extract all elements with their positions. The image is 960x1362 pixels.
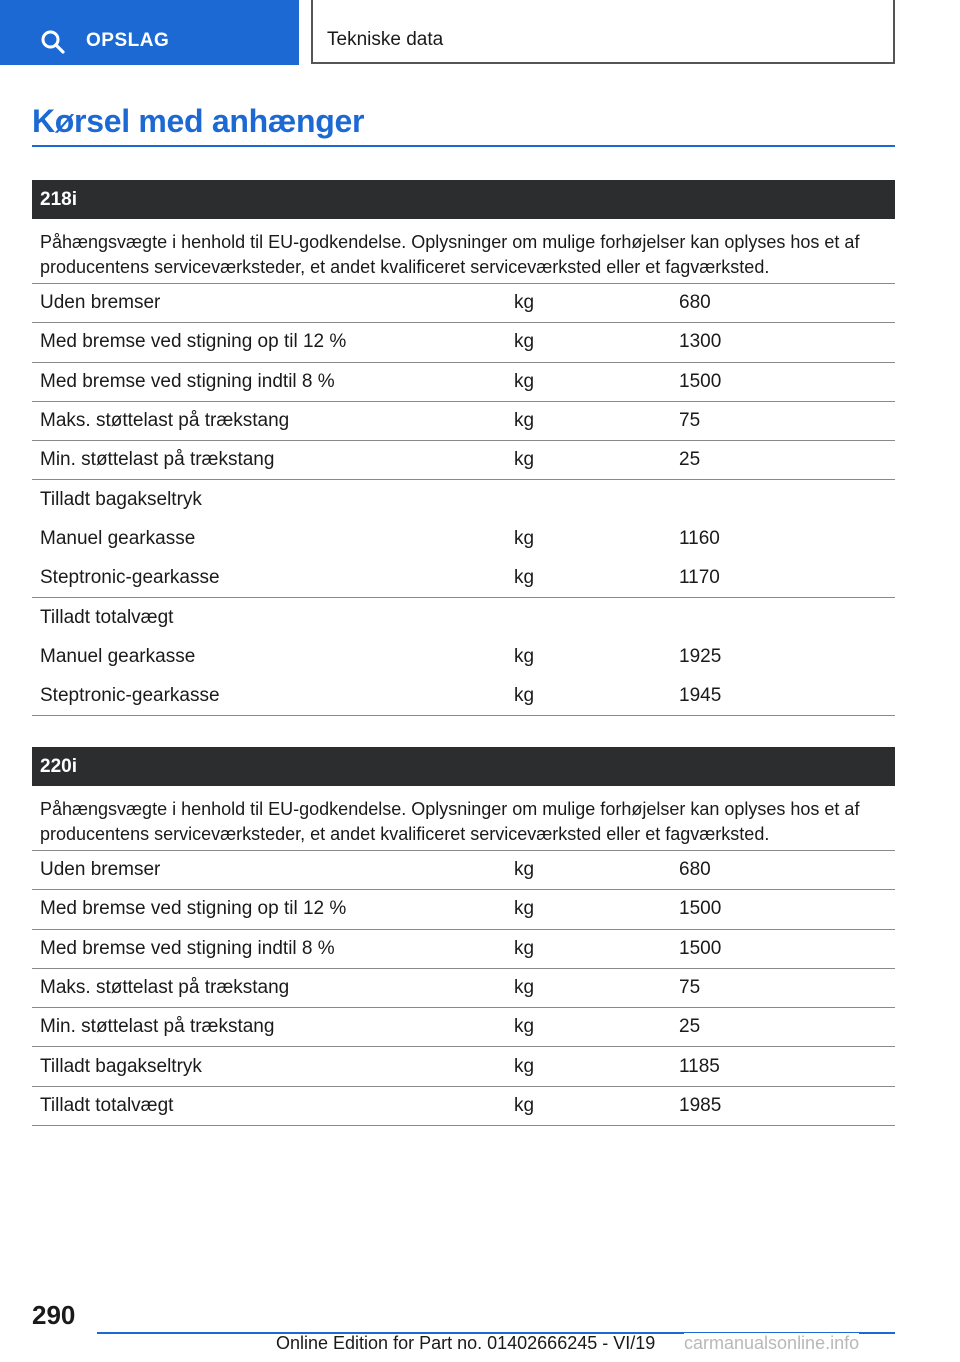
row-value: 680 bbox=[679, 859, 711, 881]
table-row bbox=[32, 890, 895, 929]
row-value: 1925 bbox=[679, 646, 722, 668]
row-value: 1160 bbox=[679, 528, 720, 550]
row-value: 1500 bbox=[679, 937, 722, 959]
row-unit: kg bbox=[514, 331, 535, 353]
row-unit: kg bbox=[514, 567, 535, 589]
row-label: Min. støttelast på trækstang bbox=[40, 449, 275, 471]
watermark: carmanualsonline.info bbox=[684, 1333, 860, 1353]
search-label: OPSLAG bbox=[86, 30, 170, 51]
table-row bbox=[32, 284, 895, 323]
section-description: Påhængsvægte i henhold til EU-godkendelse. Oplysninger om mulige forhøjelser kan oplyses hos et af producentens serviceværksteder, et andet kvalificeret serviceværksted eller et fagværksted. bbox=[32, 219, 895, 284]
table-row bbox=[32, 1008, 895, 1047]
table-row bbox=[32, 559, 895, 598]
row-value: 1185 bbox=[679, 1055, 720, 1077]
row-unit: kg bbox=[514, 977, 535, 999]
row-label: Steptronic-gearkasse bbox=[40, 685, 220, 707]
row-label: Med bremse ved stigning op til 12 % bbox=[40, 331, 347, 353]
breadcrumb-label: Tekniske data bbox=[327, 29, 444, 50]
row-value: 1945 bbox=[679, 685, 722, 707]
row-unit: kg bbox=[514, 410, 535, 432]
row-value: 75 bbox=[679, 410, 701, 432]
row-value: 1300 bbox=[679, 331, 722, 353]
row-label: Med bremse ved stigning op til 12 % bbox=[40, 898, 347, 920]
table-row bbox=[32, 323, 895, 362]
spec-section-220i bbox=[32, 747, 895, 1126]
row-unit: kg bbox=[514, 292, 535, 314]
row-label: Manuel gearkasse bbox=[40, 528, 196, 550]
section-heading: 220i bbox=[32, 747, 895, 786]
breadcrumb[interactable] bbox=[311, 0, 895, 64]
page-number: 290 bbox=[32, 1300, 76, 1330]
row-label: Min. støttelast på trækstang bbox=[40, 1016, 275, 1038]
section-heading: 218i bbox=[32, 180, 895, 219]
table-row bbox=[32, 851, 895, 890]
row-label: Tilladt totalvægt bbox=[40, 1094, 174, 1116]
page-title: Kørsel med anhænger bbox=[32, 103, 365, 139]
row-value: 25 bbox=[679, 449, 701, 471]
row-value: 1985 bbox=[679, 1094, 722, 1116]
spec-section-218i bbox=[32, 180, 895, 716]
row-value: 75 bbox=[679, 977, 701, 999]
row-value: 25 bbox=[679, 1016, 701, 1038]
row-label: Tilladt totalvægt bbox=[40, 607, 174, 629]
section-description: Påhængsvægte i henhold til EU-godkendelse. Oplysninger om mulige forhøjelser kan oplyses hos et af producentens serviceværksteder, et andet kvalificeret serviceværksted eller et fagværksted. bbox=[32, 786, 895, 851]
table-row-group-heading bbox=[32, 480, 895, 519]
row-unit: kg bbox=[514, 528, 535, 550]
row-unit: kg bbox=[514, 685, 535, 707]
row-label: Med bremse ved stigning indtil 8 % bbox=[40, 937, 335, 959]
row-label: Tilladt bagakseltryk bbox=[40, 1055, 202, 1077]
row-label: Tilladt bagakseltryk bbox=[40, 489, 202, 511]
row-unit: kg bbox=[514, 449, 535, 471]
row-label: Uden bremser bbox=[40, 292, 161, 314]
table-row bbox=[32, 520, 895, 559]
row-unit: kg bbox=[514, 937, 535, 959]
edition-text: Online Edition for Part no. 01402666245 - VI/19 bbox=[276, 1333, 656, 1353]
row-value: 1500 bbox=[679, 370, 722, 392]
table-row bbox=[32, 1047, 895, 1086]
table-row bbox=[32, 969, 895, 1008]
row-unit: kg bbox=[514, 1094, 535, 1116]
row-value: 1170 bbox=[679, 567, 720, 589]
row-label: Maks. støttelast på trækstang bbox=[40, 977, 290, 999]
table-row-group-heading bbox=[32, 598, 895, 637]
table-row bbox=[32, 638, 895, 677]
table-row bbox=[32, 930, 895, 969]
row-unit: kg bbox=[514, 1055, 535, 1077]
search-button[interactable] bbox=[0, 0, 299, 65]
row-label: Med bremse ved stigning indtil 8 % bbox=[40, 370, 335, 392]
title-divider bbox=[32, 145, 895, 147]
row-label: Manuel gearkasse bbox=[40, 646, 196, 668]
top-bar bbox=[0, 0, 960, 66]
row-unit: kg bbox=[514, 859, 535, 881]
row-value: 1500 bbox=[679, 898, 722, 920]
row-unit: kg bbox=[514, 370, 535, 392]
table-row bbox=[32, 402, 895, 441]
table-row bbox=[32, 441, 895, 480]
table-row bbox=[32, 363, 895, 402]
row-label: Uden bremser bbox=[40, 859, 161, 881]
search-icon bbox=[40, 29, 66, 55]
table-row bbox=[32, 1087, 895, 1126]
row-label: Maks. støttelast på trækstang bbox=[40, 410, 290, 432]
row-value: 680 bbox=[679, 292, 711, 314]
row-unit: kg bbox=[514, 646, 535, 668]
row-label: Steptronic-gearkasse bbox=[40, 567, 220, 589]
table-row bbox=[32, 677, 895, 716]
row-unit: kg bbox=[514, 1016, 535, 1038]
row-unit: kg bbox=[514, 898, 535, 920]
